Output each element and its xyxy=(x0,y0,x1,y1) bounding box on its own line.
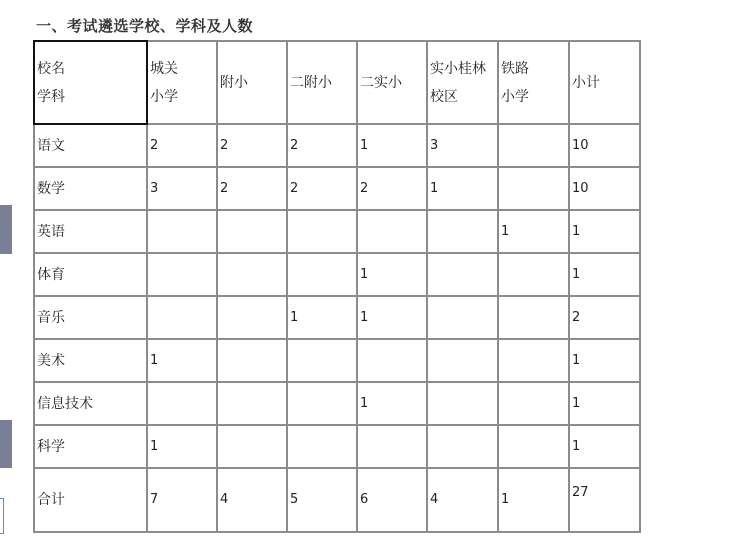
count-cell: 7 xyxy=(147,468,217,532)
count-cell: 2 xyxy=(357,167,427,210)
subject-cell: 美术 xyxy=(34,339,147,382)
count-cell: 2 xyxy=(217,124,287,167)
subject-cell: 音乐 xyxy=(34,296,147,339)
subject-cell: 科学 xyxy=(34,425,147,468)
col-header-subtotal: 小计 xyxy=(569,41,640,124)
count-cell: 2 xyxy=(287,124,357,167)
count-cell: 1 xyxy=(498,468,569,532)
count-cell: 1 xyxy=(569,382,640,425)
count-cell xyxy=(217,339,287,382)
count-cell: 3 xyxy=(427,124,498,167)
count-cell xyxy=(217,296,287,339)
count-cell xyxy=(147,253,217,296)
side-tab-lower[interactable] xyxy=(0,420,12,468)
count-cell: 6 xyxy=(357,468,427,532)
col-header-chengguan: 城关 小学 xyxy=(147,41,217,124)
count-cell: 1 xyxy=(357,253,427,296)
count-cell: 10 xyxy=(569,167,640,210)
section-heading: 一、考试遴选学校、学科及人数 xyxy=(36,17,254,35)
header-row xyxy=(34,41,640,124)
count-cell xyxy=(498,296,569,339)
side-panel-edge xyxy=(0,498,4,534)
col-header-fuxiao: 附小 xyxy=(217,41,287,124)
count-cell: 27 xyxy=(569,468,640,532)
count-cell xyxy=(498,382,569,425)
corner-school-label: 校名 xyxy=(37,60,65,77)
table-row xyxy=(34,210,640,253)
count-cell: 1 xyxy=(427,167,498,210)
count-cell: 2 xyxy=(217,167,287,210)
count-cell: 1 xyxy=(357,296,427,339)
corner-subject-label: 学科 xyxy=(37,88,65,105)
table-row xyxy=(34,339,640,382)
table-row xyxy=(34,253,640,296)
table-row xyxy=(34,468,640,532)
count-cell xyxy=(498,253,569,296)
count-cell: 2 xyxy=(569,296,640,339)
count-cell xyxy=(147,296,217,339)
count-cell xyxy=(357,425,427,468)
subject-cell: 合计 xyxy=(34,468,147,532)
count-cell xyxy=(147,382,217,425)
col-header-ershixiao: 二实小 xyxy=(357,41,427,124)
subject-cell: 体育 xyxy=(34,253,147,296)
corner-header-cell xyxy=(34,41,147,124)
count-cell xyxy=(427,382,498,425)
count-cell: 4 xyxy=(427,468,498,532)
count-cell xyxy=(427,210,498,253)
count-cell: 3 xyxy=(147,167,217,210)
count-cell xyxy=(498,167,569,210)
count-cell xyxy=(287,253,357,296)
count-cell xyxy=(217,210,287,253)
count-cell xyxy=(498,339,569,382)
quota-table xyxy=(33,40,641,533)
count-cell: 4 xyxy=(217,468,287,532)
count-cell: 1 xyxy=(569,339,640,382)
col-header-shixiao-guilin: 实小桂林 校区 xyxy=(427,41,498,124)
count-cell: 1 xyxy=(147,339,217,382)
count-cell: 1 xyxy=(357,382,427,425)
count-cell: 2 xyxy=(147,124,217,167)
subject-cell: 英语 xyxy=(34,210,147,253)
col-header-tielu: 铁路 小学 xyxy=(498,41,569,124)
count-cell xyxy=(427,339,498,382)
count-cell: 1 xyxy=(498,210,569,253)
count-cell: 1 xyxy=(147,425,217,468)
count-cell: 1 xyxy=(569,425,640,468)
count-cell xyxy=(147,210,217,253)
table-row xyxy=(34,425,640,468)
count-cell xyxy=(287,382,357,425)
count-cell xyxy=(427,296,498,339)
col-header-erfuxiao: 二附小 xyxy=(287,41,357,124)
count-cell xyxy=(427,253,498,296)
count-cell xyxy=(498,425,569,468)
count-cell: 2 xyxy=(287,167,357,210)
side-tab-upper[interactable] xyxy=(0,205,12,254)
count-cell xyxy=(217,425,287,468)
count-cell xyxy=(498,124,569,167)
count-cell xyxy=(287,425,357,468)
table-row xyxy=(34,296,640,339)
table-row xyxy=(34,382,640,425)
count-cell: 1 xyxy=(569,253,640,296)
subject-cell: 信息技术 xyxy=(34,382,147,425)
count-cell xyxy=(217,253,287,296)
count-cell xyxy=(357,210,427,253)
subject-cell: 语文 xyxy=(34,124,147,167)
table-row xyxy=(34,124,640,167)
count-cell: 10 xyxy=(569,124,640,167)
count-cell: 1 xyxy=(287,296,357,339)
subject-cell: 数学 xyxy=(34,167,147,210)
count-cell: 1 xyxy=(569,210,640,253)
count-cell: 5 xyxy=(287,468,357,532)
count-cell xyxy=(427,425,498,468)
count-cell xyxy=(357,339,427,382)
count-cell xyxy=(287,339,357,382)
table-row xyxy=(34,167,640,210)
count-cell xyxy=(217,382,287,425)
count-cell: 1 xyxy=(357,124,427,167)
count-cell xyxy=(287,210,357,253)
